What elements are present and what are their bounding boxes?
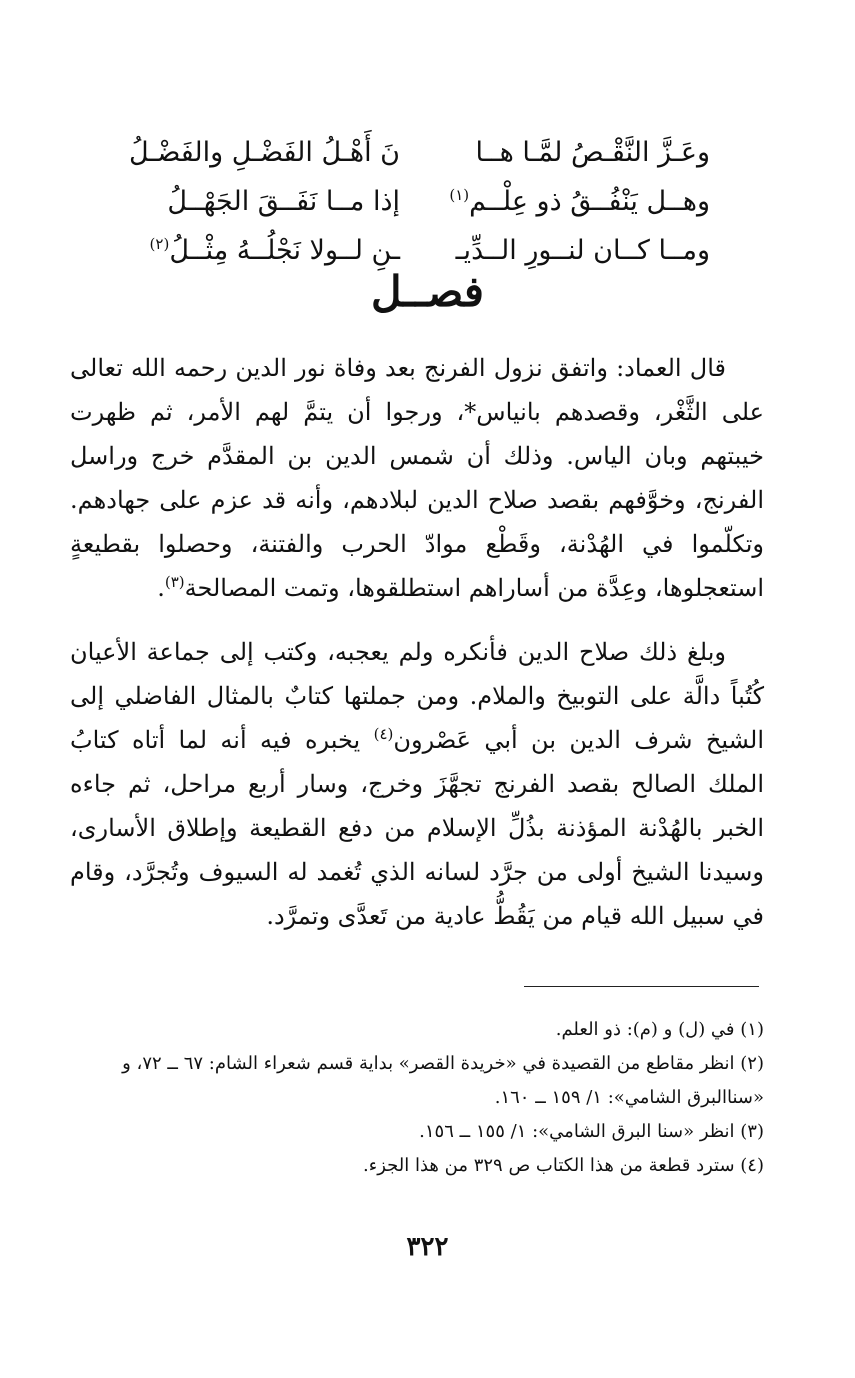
paragraph-text: وبلغ ذلك صلاح الدين فأنكره ولم يعجبه، وكتب إلى جماعة الأعيان كُتُباً دالَّة على التوبيخ والملام. ومن جملتها كتابٌ بالمثال الفاضلي إلى الشيخ شرف الدين بن أبي عَصْرون [70, 638, 764, 754]
footnote: (٣) انظر «سنا البرق الشامي»: ١/ ١٥٥ ــ ١٥٦. [419, 1121, 764, 1142]
verse-second-hemistich [110, 128, 400, 177]
footnote: (٤) سترد قطعة من هذا الكتاب ص ٣٢٩ من هذا الجزء. [363, 1155, 764, 1176]
footnote: (٢) انظر مقاطع من القصيدة في «خريدة القصر» بداية قسم شعراء الشام: ٦٧ ــ ٧٢، و «سناالبرق الشامي»: ١/ ١٥٩ ــ ١٦٠. [122, 1053, 764, 1108]
section-heading: فصــل [371, 267, 484, 316]
paragraph-end: يخبره فيه أنه لما أتاه كتابُ الملك الصالح بقصد الفرنج تجهَّزَ وخرج، وسار أربع مراحل، ثم جاءه الخبر بالهُدْنة المؤذنة بذُلِّ الإسلام من دفع القطيعة وإطلاق الأسارى، وسيدنا الشيخ أولى من جرَّد لسانه الذي تُغمد له السيوف وتُجرَّد، وقام في سبيل الله قيام من يَقُطُّ عادية من تَعدَّى وتمرَّد. [70, 726, 764, 930]
verse-first-text: ومــا كــان لنــورِ الــدِّيـ [455, 235, 710, 266]
verse-first-text: وهــل يَنْفُــقُ ذو عِلْــم [469, 186, 710, 217]
footnotes [70, 1013, 764, 1183]
verse-second-hemistich [110, 177, 400, 226]
footnote-marker: (٣) [164, 573, 185, 591]
footnote: (١) في (ل) و (م): ذو العلم. [555, 1019, 764, 1040]
paragraph-text: قال العماد: واتفق نزول الفرنج بعد وفاة نور الدين رحمه الله تعالى على الثَّغْر، وقصدهم بانياس*، ورجوا أن يتمَّ لهم الأمر، ثم ظهرت خيبتهم وبان الياس. وذلك أن شمس الدين بن المقدَّم خرج وراسل الفرنج، وخوَّفهم بقصد صلاح الدين لبلادهم، وأنه قد عزم على جهادهم. وتكلّموا في الهُدْنة، وقَطْع موادّ الحرب والفتنة، وحصلوا بقطيعةٍ استعجلوها، وعِدَّة من أساراهم استطلقوها، وتمت المصالحة [70, 354, 764, 602]
footnote-marker: (١) [449, 186, 470, 204]
paragraph-end: . [157, 574, 165, 602]
body-text [70, 346, 764, 938]
verse-first-hemistich [410, 128, 710, 177]
verse-line [110, 128, 710, 177]
page-number: ٣٢٢ [406, 1232, 449, 1262]
footnote-divider [524, 986, 759, 987]
footnote-marker: (٤) [373, 725, 394, 743]
poem-verses [110, 128, 710, 275]
footnote-marker: (٢) [149, 235, 170, 253]
verse-line [110, 177, 710, 226]
paragraph [70, 630, 764, 938]
paragraph [70, 346, 764, 610]
verse-first-text: وعَـزَّ النَّقْـصُ لمَّـا هــا [475, 137, 710, 168]
verse-second-text: نَ أَهْـلُ الفَضْـلِ والفَضْـلُ [128, 137, 400, 168]
verse-second-text: إذا مــا نَفَــقَ الجَهْــلُ [167, 186, 400, 217]
verse-first-hemistich [410, 177, 710, 226]
verse-second-text: ـنِ لــولا نَجْلُــهُ مِثْــلُ [169, 235, 400, 266]
